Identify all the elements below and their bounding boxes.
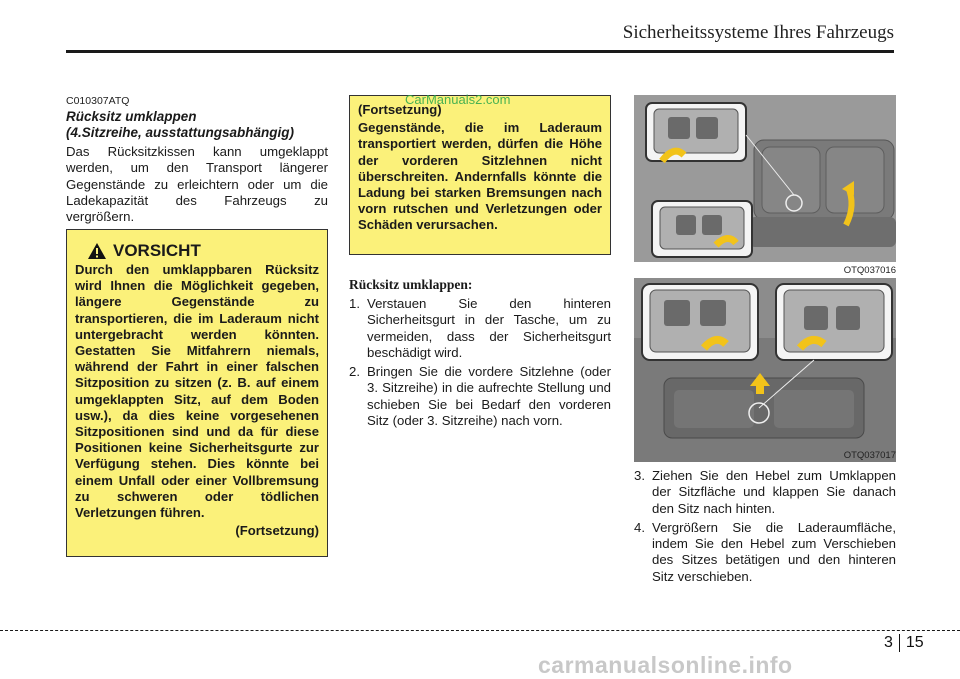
caution-header: [87, 242, 319, 260]
header-title: Sicherheitssysteme Ihres Fahrzeugs: [622, 22, 894, 43]
list-item: [634, 520, 896, 585]
watermark-bottom: carmanualsonline.info: [538, 652, 793, 678]
step-text: Ziehen Sie den Hebel zum Umklappen der Sitzfläche und klappen Sie danach den Sitz nach hinten.: [652, 468, 896, 516]
procedure-steps-left: [349, 296, 611, 432]
step-text: Verstauen Sie den hinteren Sicherheitsgurt in der Tasche, um zu vermeiden, dass der Sicherheitsgurt beschädigt wird.: [367, 296, 611, 360]
section-title-line1: Rücksitz umklappen: [66, 109, 197, 124]
step-number: 4.: [634, 519, 645, 535]
section-title: [66, 109, 328, 141]
procedure-heading: Rücksitz umklappen:: [349, 277, 473, 292]
page-number: [884, 634, 924, 652]
section-code: C010307ATQ: [66, 95, 130, 107]
continued-warning-box: [349, 95, 611, 255]
caution-label: VORSICHT: [113, 240, 201, 260]
intro-paragraph: Das Rücksitzkissen kann umgeklappt werden, um den Transport längerer Gegenstände zu erleichtern oder um die Ladekapazität des Fahrzeugs zu vergrößern.: [66, 144, 328, 225]
step-number: 1.: [349, 296, 360, 311]
warning-triangle-icon: [87, 242, 107, 260]
list-item: [349, 296, 611, 361]
page-separator: [899, 634, 900, 652]
step-number: 3.: [634, 468, 645, 483]
seat-slide-illustration: [634, 278, 896, 462]
watermark-top: CarManuals2.com: [405, 92, 511, 107]
section-title-line2: (4.Sitzreihe, ausstattungsabhängig): [66, 125, 295, 140]
caution-box: [66, 229, 328, 557]
image-code-1: OTQ037016: [843, 265, 896, 276]
chapter-number: 3: [884, 634, 893, 651]
image-code-2: OTQ037017: [843, 450, 896, 461]
list-item: [634, 468, 896, 517]
header-rule: [66, 50, 894, 53]
list-item: [349, 364, 611, 429]
step-text: Vergrößern Sie die Laderaumfläche, indem Sie den Hebel zum Verschieben des Sitzes betätigen und den hinteren Sitz verschieben.: [652, 519, 896, 584]
caution-continued: (Fortsetzung): [235, 523, 319, 539]
footer-rule: [0, 630, 960, 631]
step-number: 2.: [349, 364, 360, 380]
step-text: Bringen Sie die vordere Sitzlehne (oder 3. Sitzreihe) in die aufrechte Stellung und schieben Sie bei Bedarf den vorderen Sitz (oder 3. Sitzreihe) nach vorn.: [367, 364, 611, 429]
continued-heading: (Fortsetzung): [358, 102, 442, 117]
caution-text: Durch den umklappbaren Rücksitz wird Ihnen die Möglichkeit gegeben, längere Gegenstände zu transportieren, die im Laderaum nicht untergebracht werden könnten. Gestatten Sie Mitfahrern niemals, während der Fahrt in einer falschen Sitzposition zu sitzen (z. B. auf einem umgeklappten Sitz, auf dem Boden usw.), da dies keine vorgesehenen Sitzpositionen sind und da für diese Positionen keine Sicherheitsgurte zur Verfügung stehen. Dies könnte bei einem Unfall oder einer Vollbremsung zu schweren oder tödlichen Verletzungen führen.: [75, 262, 319, 521]
page-number-value: 15: [905, 634, 924, 651]
continued-text: Gegenstände, die im Laderaum transportiert werden, dürfen die Höhe der vorderen Sitzlehnen nicht überschreiten. Andernfalls könnte die Ladung bei starken Bremsungen nach vorn rutschen und Verletzungen oder Schäden verursachen.: [358, 120, 602, 233]
procedure-steps-right: [634, 468, 896, 588]
seat-fold-illustration: [634, 95, 896, 262]
